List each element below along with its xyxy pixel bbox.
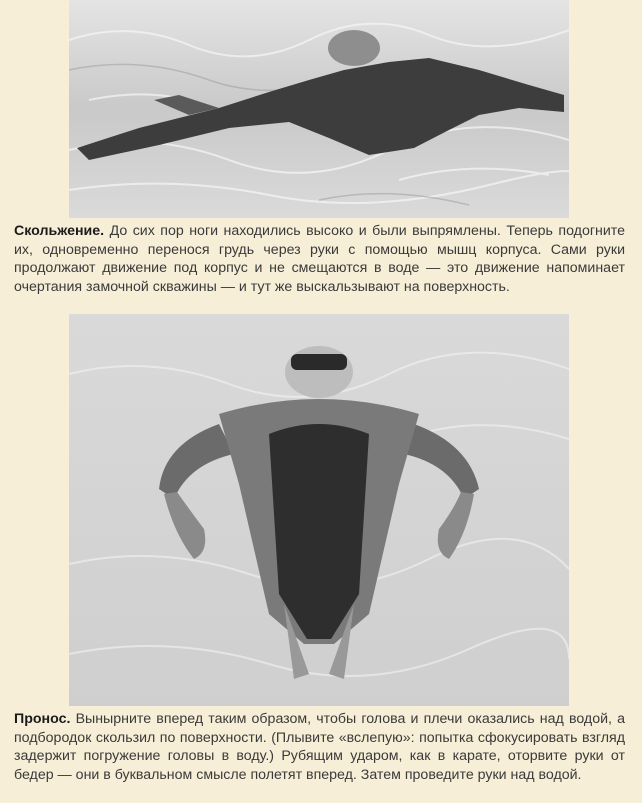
gliding-text: До сих пор ноги находились высоко и были выпрямлены. Теперь подогните их, одновременно перенося грудь через руки с помощью мышц корпуса. Сами руки продолжают движение под корпус и не смещаются в воде — это движение напоминает очертания замочной скважины — и тут же выскальзывают на поверхность.	[14, 223, 625, 295]
gliding-swimmer-photo	[69, 0, 569, 218]
recovery-paragraph	[14, 710, 625, 784]
recovery-heading: Пронос.	[14, 711, 71, 727]
recovery-swimmer-photo	[69, 314, 569, 706]
recovery-text: Вынырните вперед таким образом, чтобы голова и плечи оказались над водой, а подбородок скользил по поверхности. (Плывите «вслепую»: попытка сфокусировать взгляд задержит погружение головы в воду.) Рубящим ударом, как в карате, оторвите руки от бедер — они в буквальном смысле полетят вперед. Затем проведите руки над водой.	[14, 711, 625, 783]
gliding-paragraph	[14, 222, 625, 296]
gliding-heading: Скольжение.	[14, 223, 105, 239]
